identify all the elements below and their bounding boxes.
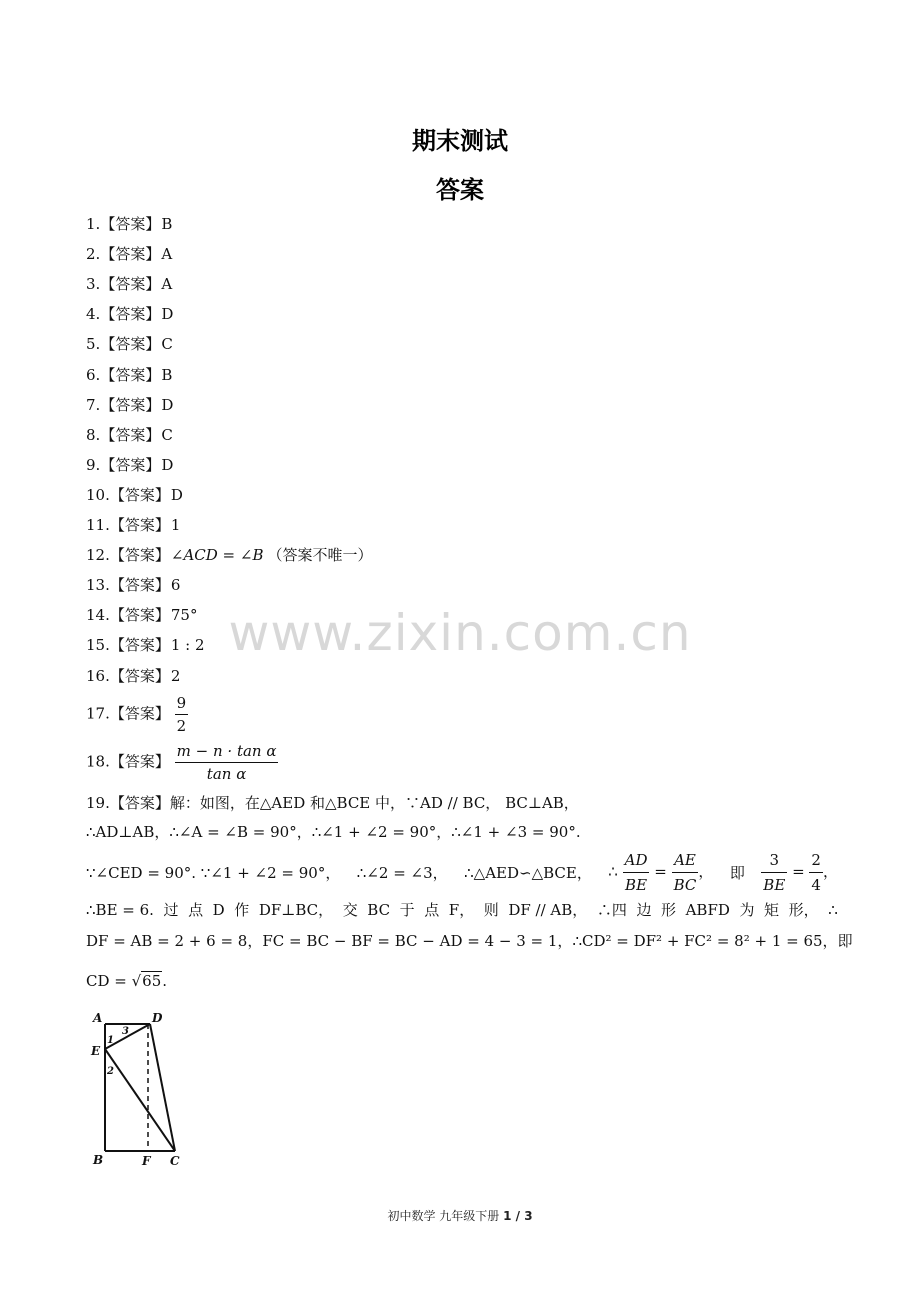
fraction xyxy=(761,850,787,895)
answer-number: 6. xyxy=(86,366,101,384)
fraction-denominator: BE xyxy=(763,876,786,894)
answer-value: ∠ACD = ∠B xyxy=(170,546,264,564)
solution-text: ABFD xyxy=(685,901,730,919)
answer-item xyxy=(86,366,172,384)
solution-text: BC xyxy=(367,901,391,919)
answer-value: D xyxy=(161,305,174,323)
answer-19-line-2: ∴AD⊥AB，∴∠A = ∠B = 90°，∴∠1 + ∠2 = 90°，∴∠1 + ∠3 = 90°. xyxy=(86,823,581,841)
solution-text: 过 xyxy=(163,901,179,919)
answer-number: 4. xyxy=(86,305,101,323)
answer-item xyxy=(86,215,172,233)
answer-note: （答案不唯一） xyxy=(267,546,373,564)
solution-text: ∴CD² = DF² + FC² = 8² + 1 = 65， xyxy=(572,932,838,950)
solution-text: ∴△AED∽△BCE， xyxy=(464,863,592,882)
sqrt-symbol: √ xyxy=(131,972,142,990)
fraction-denominator: BE xyxy=(625,876,648,894)
answer-value: 2 xyxy=(170,667,181,685)
angle-1-label: 1 xyxy=(107,1035,114,1046)
solution-text: F， xyxy=(448,901,475,919)
answer-item xyxy=(86,576,180,594)
solution-text: 矩 xyxy=(764,901,780,919)
footer-text: 初中数学 九年级下册 xyxy=(387,1209,500,1223)
answer-item xyxy=(86,335,173,353)
answer-value: 1 : 2 xyxy=(170,636,205,654)
fraction xyxy=(623,850,650,895)
answer-number: 15. xyxy=(86,636,110,654)
solution-text: 边 xyxy=(636,901,652,919)
answer-number: 2. xyxy=(86,245,101,263)
answer-tag: 【答案】 xyxy=(100,275,161,293)
proportion: $\frac{3}{BE}$ = $\frac{2}{4}$ ， xyxy=(763,851,838,894)
answer-tag: 【答案】 xyxy=(109,636,170,654)
solution-text: D xyxy=(212,901,225,919)
answer-17 xyxy=(86,694,188,735)
answer-item xyxy=(86,486,183,504)
answer-item xyxy=(86,396,173,414)
answer-19-line-4 xyxy=(86,900,838,920)
label-A: A xyxy=(93,1011,103,1025)
fraction-numerator: m − n · tan α xyxy=(175,742,279,763)
solution-text: 即 xyxy=(729,863,745,882)
angle-3-label: 3 xyxy=(122,1026,129,1037)
answer-item xyxy=(86,426,173,444)
answer-tag: 【答案】 xyxy=(100,366,161,384)
page-title: 期末测试 xyxy=(412,127,508,155)
answer-tag: 【答案】 xyxy=(109,667,170,685)
answer-value: 1 xyxy=(170,516,181,534)
answer-value: D xyxy=(161,396,174,414)
answer-tag: 【答案】 xyxy=(109,704,170,723)
answer-tag: 【答案】 xyxy=(100,335,161,353)
answer-value: A xyxy=(161,275,173,293)
answer-value: B xyxy=(161,215,173,233)
geometry-figure xyxy=(88,1008,198,1168)
answer-tag: 【答案】 xyxy=(100,305,161,323)
answer-number: 18. xyxy=(86,752,110,771)
answer-19-line-3 xyxy=(86,850,838,895)
solution-text: CD = xyxy=(86,972,132,990)
answer-tag: 【答案】 xyxy=(109,794,170,812)
answer-19-line-6 xyxy=(86,971,167,991)
answer-tag: 【答案】 xyxy=(109,606,170,624)
fraction-denominator: tan α xyxy=(206,765,247,783)
answer-tag: 【答案】 xyxy=(100,396,161,414)
answer-value: C xyxy=(161,426,173,444)
proportion: ∴ $\frac{AD}{BE}$ = $\frac{AE}{BC}$ ， xyxy=(608,851,714,894)
answer-number: 17. xyxy=(86,704,110,723)
fraction-numerator: 2 xyxy=(809,850,823,873)
solution-text: 点 xyxy=(188,901,204,919)
answer-tag: 【答案】 xyxy=(109,486,170,504)
solution-text: 解：如图，在△AED 和△BCE 中，∵AD // BC， BC⊥AB， xyxy=(169,794,579,812)
page-subtitle: 答案 xyxy=(436,176,484,204)
answer-value: 6 xyxy=(170,576,181,594)
solution-text: 作 xyxy=(234,901,250,919)
answer-tag: 【答案】 xyxy=(100,456,161,474)
answer-number: 7. xyxy=(86,396,101,414)
label-E: E xyxy=(91,1044,101,1058)
answer-value: D xyxy=(161,456,174,474)
solution-text: DF = AB = 2 + 6 = 8， xyxy=(86,932,263,950)
equals-sign: = xyxy=(654,862,667,881)
answer-value: B xyxy=(161,366,173,384)
solution-text: ∵∠CED = 90°. ∵∠1 + ∠2 = 90°， xyxy=(86,863,341,882)
answer-19-line-5 xyxy=(86,931,853,951)
answer-19-line-1 xyxy=(86,793,579,813)
answer-tag: 【答案】 xyxy=(100,215,161,233)
answer-number: 10. xyxy=(86,486,110,504)
label-C: C xyxy=(170,1154,180,1168)
answer-item xyxy=(86,305,173,323)
solution-text: ∴BE = 6. xyxy=(86,901,154,919)
answer-item xyxy=(86,275,172,293)
answer-value: A xyxy=(161,245,173,263)
solution-text: 于 xyxy=(399,901,415,919)
answer-tag: 【答案】 xyxy=(109,752,170,771)
therefore-symbol: ∴ xyxy=(608,862,618,881)
answer-number: 19. xyxy=(86,794,110,812)
answer-number: 11. xyxy=(86,516,110,534)
page-number: 1 / 3 xyxy=(503,1209,533,1223)
answer-number: 12. xyxy=(86,546,110,564)
fraction-denominator: 4 xyxy=(811,876,821,894)
fraction-denominator: BC xyxy=(673,876,697,894)
answer-item xyxy=(86,546,373,564)
solution-text: 为 xyxy=(739,901,755,919)
answer-number: 3. xyxy=(86,275,101,293)
answer-tag: 【答案】 xyxy=(109,576,170,594)
solution-text: DF⊥BC， xyxy=(258,901,334,919)
sqrt-radicand: 65 xyxy=(142,972,162,990)
solution-text: 即 xyxy=(837,932,853,950)
solution-text: ∴四 xyxy=(596,901,627,919)
label-D: D xyxy=(152,1011,163,1025)
fraction xyxy=(175,694,189,735)
answer-18 xyxy=(86,742,278,783)
fraction-numerator: 3 xyxy=(761,850,787,873)
answer-tag: 【答案】 xyxy=(109,516,170,534)
label-F: F xyxy=(142,1154,151,1168)
answer-item xyxy=(86,516,180,534)
solution-text: ∴∠2 = ∠3， xyxy=(356,863,448,882)
solution-text: . xyxy=(162,972,168,990)
answer-tag: 【答案】 xyxy=(100,426,161,444)
fraction-numerator: 9 xyxy=(175,694,189,715)
solution-text: 形 xyxy=(661,901,677,919)
watermark: www.zixin.com.cn xyxy=(228,604,692,662)
fraction-numerator: AE xyxy=(672,850,699,873)
solution-text: 点 xyxy=(424,901,440,919)
answer-number: 1. xyxy=(86,215,101,233)
answer-item xyxy=(86,667,180,685)
solution-text: DF // AB， xyxy=(508,901,588,919)
solution-text: 交 xyxy=(342,901,358,919)
answer-value: D xyxy=(170,486,183,504)
answer-tag: 【答案】 xyxy=(109,546,170,564)
answer-number: 8. xyxy=(86,426,101,444)
answer-value: 75° xyxy=(170,606,198,624)
answer-item xyxy=(86,456,173,474)
fraction-denominator: 2 xyxy=(176,717,187,735)
fraction xyxy=(809,850,823,895)
equals-sign: = xyxy=(792,862,805,881)
page-footer xyxy=(0,1207,920,1224)
label-B: B xyxy=(93,1153,104,1167)
solution-text: 形， xyxy=(788,901,819,919)
solution-text: FC = BC − BF = BC − AD = 4 − 3 = 1， xyxy=(262,932,573,950)
answer-number: 14. xyxy=(86,606,110,624)
solution-text: ∴ xyxy=(828,901,838,919)
solution-text: 则 xyxy=(483,901,499,919)
angle-2-label: 2 xyxy=(107,1066,114,1077)
fraction xyxy=(175,742,279,783)
answer-tag: 【答案】 xyxy=(100,245,161,263)
fraction xyxy=(672,850,699,895)
answer-number: 16. xyxy=(86,667,110,685)
answer-number: 9. xyxy=(86,456,101,474)
answer-item xyxy=(86,245,172,263)
fraction-numerator: AD xyxy=(623,850,650,873)
answer-number: 13. xyxy=(86,576,110,594)
answer-value: C xyxy=(161,335,173,353)
answer-number: 5. xyxy=(86,335,101,353)
